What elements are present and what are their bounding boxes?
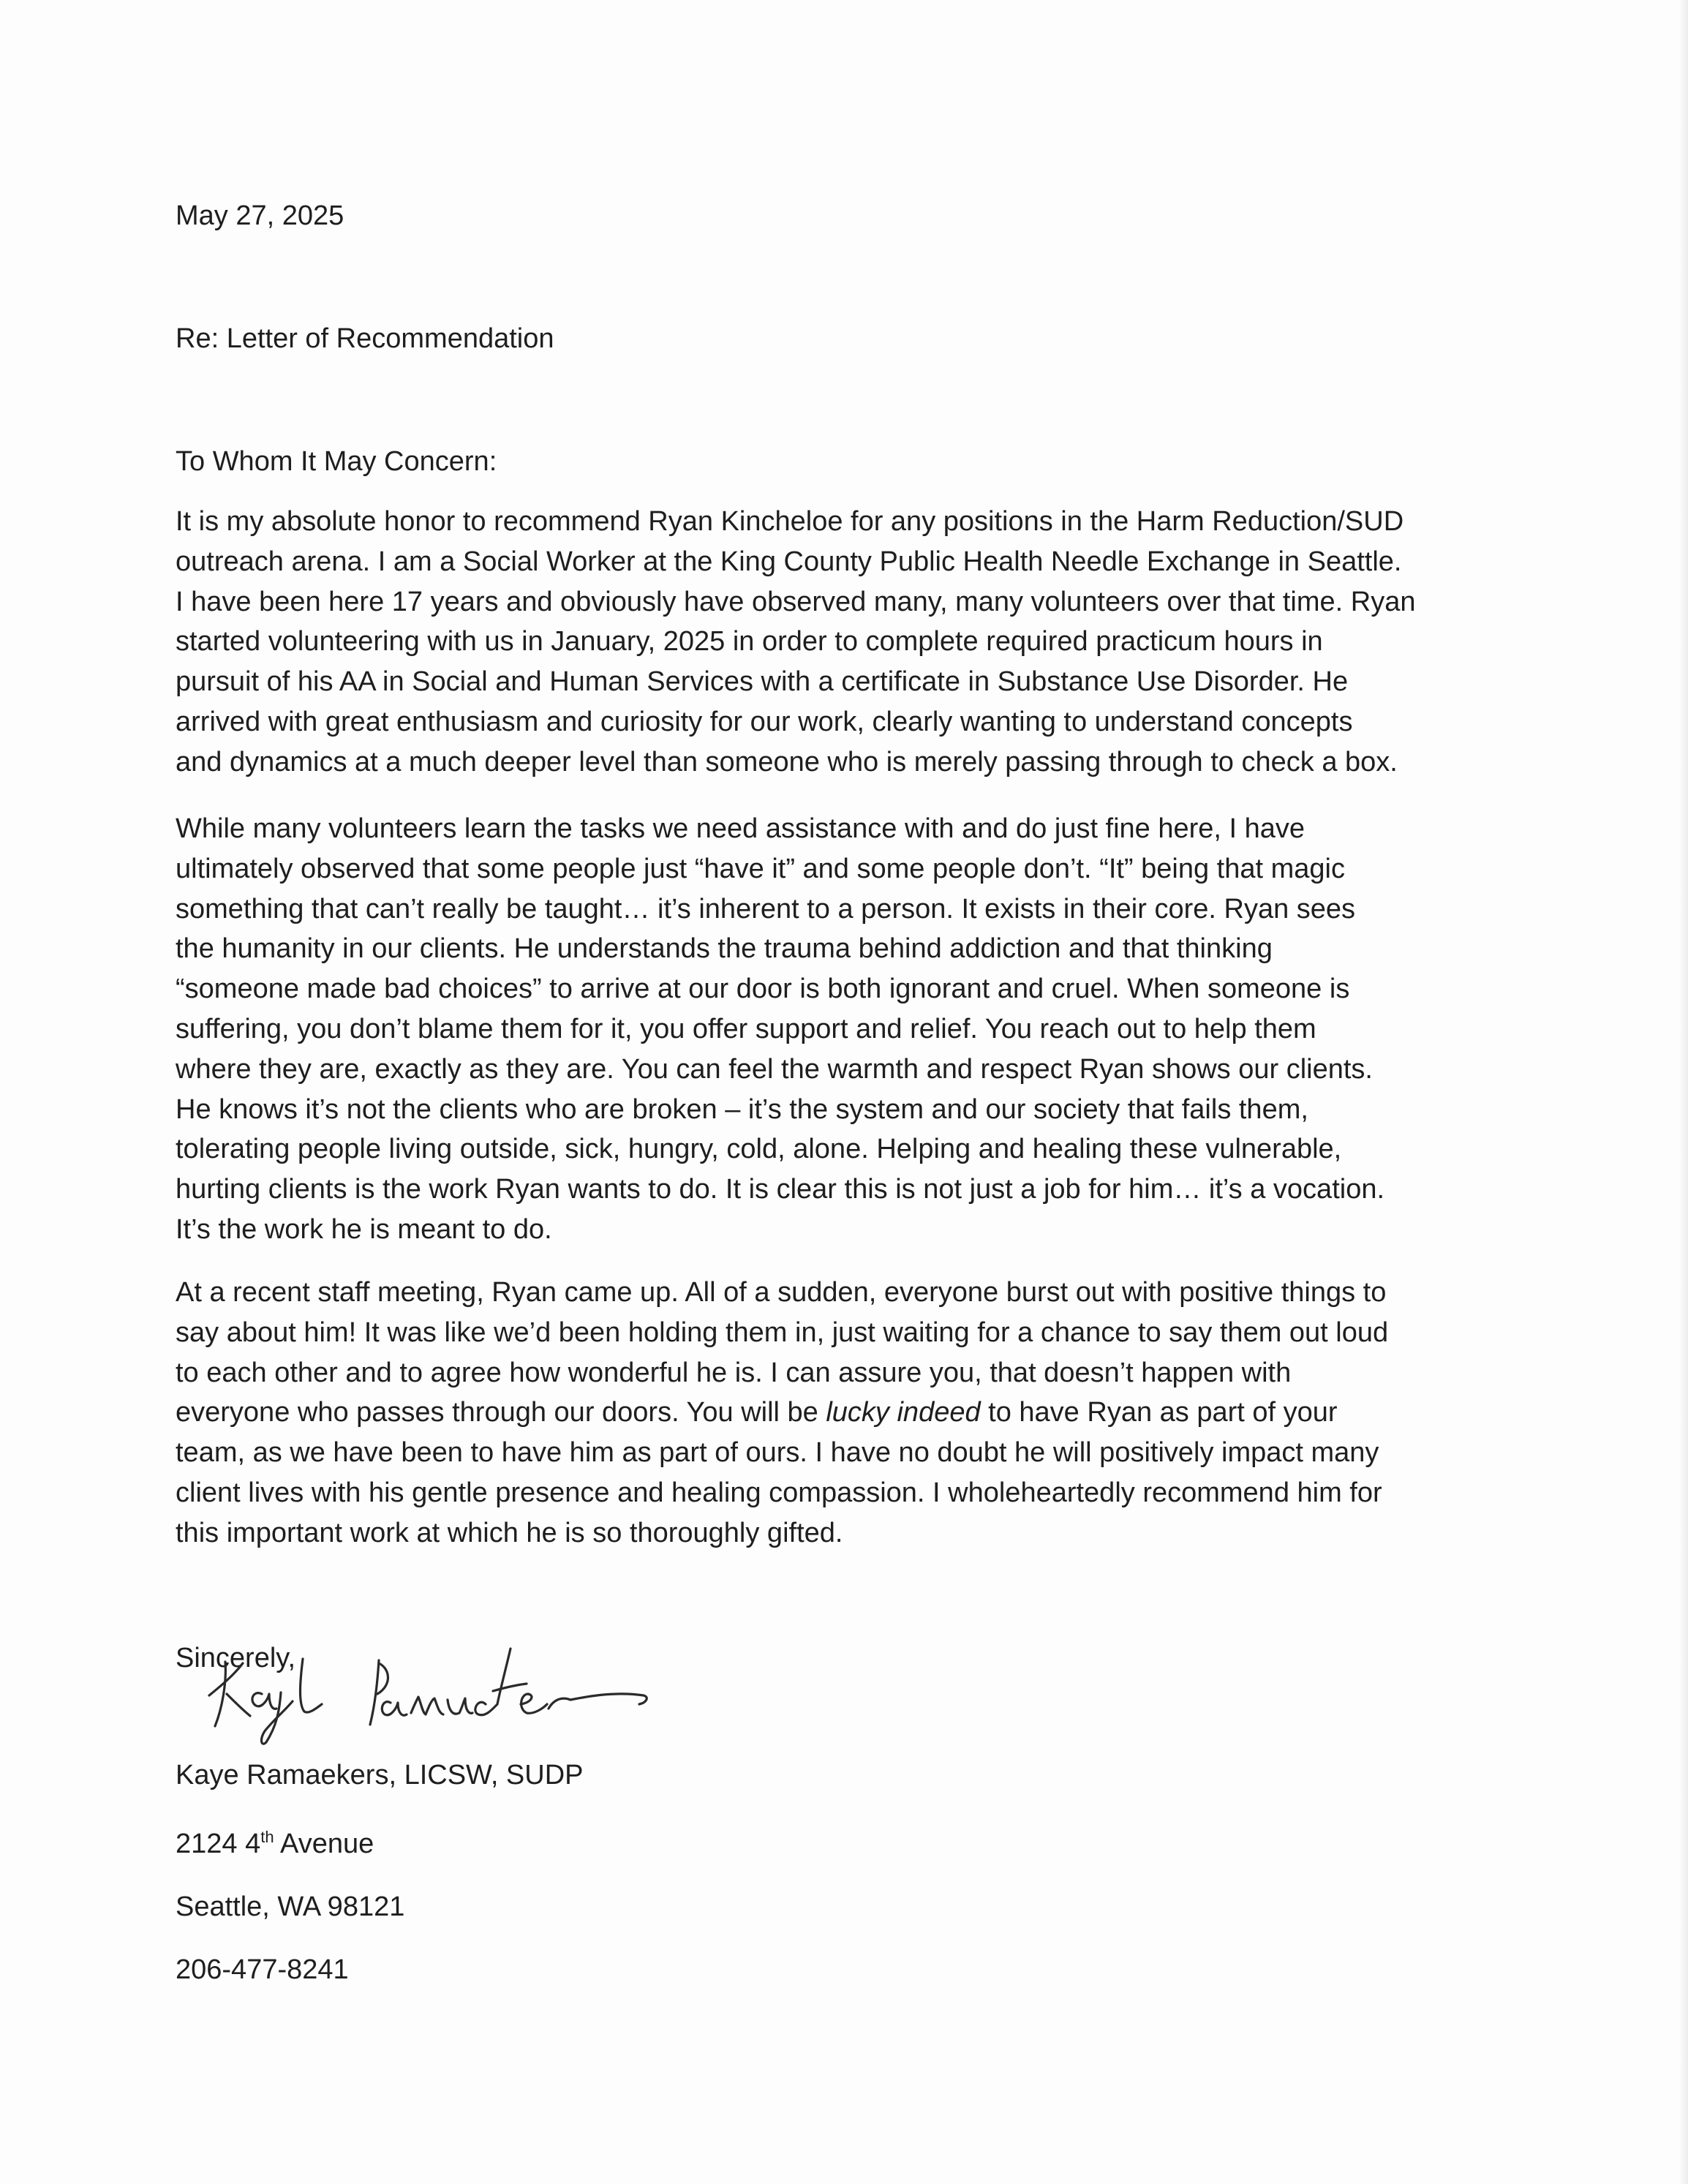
paragraph-line: the humanity in our clients. He understands the trauma behind addiction and that thinking (176, 933, 1273, 965)
paragraph-line: client lives with his gentle presence and healing compassion. I wholeheartedly recommend him for (176, 1477, 1382, 1508)
address-superscript: th (260, 1828, 274, 1846)
city-line: Seattle, WA 98121 (176, 1891, 405, 1922)
address-street: Avenue (274, 1829, 374, 1859)
paragraph-line: While many volunteers learn the tasks we need assistance with and do just fine here, I have (176, 813, 1305, 844)
scan-edge-shadow (1678, 0, 1688, 2184)
paragraph-line: It is my absolute honor to recommend Ryan Kincheloe for any positions in the Harm Reduction/SUD (176, 506, 1404, 537)
re-line: Re: Letter of Recommendation (176, 323, 554, 354)
paragraph-line: hurting clients is the work Ryan wants to do. It is clear this is not just a job for him… it’s a vocation. (176, 1174, 1385, 1205)
paragraph-line: started volunteering with us in January, 2025 in order to complete required practicum hours in (176, 626, 1323, 658)
handwritten-signature (205, 1646, 658, 1748)
salutation: To Whom It May Concern: (176, 446, 497, 477)
paragraph-line: and dynamics at a much deeper level than someone who is merely passing through to check a box. (176, 746, 1398, 777)
closing: Sincerely, (176, 1643, 296, 1673)
letter-date: May 27, 2025 (176, 200, 344, 231)
phone-number: 206-477-8241 (176, 1954, 349, 1985)
paragraph-line: where they are, exactly as they are. You can feel the warmth and respect Ryan shows our clients. (176, 1053, 1373, 1085)
paragraph-line: something that can’t really be taught… it’s inherent to a person. It exists in their core. Ryan sees (176, 893, 1356, 925)
paragraph-line: He knows it’s not the clients who are broken – it’s the system and our society that fails them, (176, 1093, 1308, 1125)
paragraph-line: to each other and to agree how wonderful he is. I can assure you, that doesn’t happen with (176, 1357, 1292, 1388)
italic-emphasis: lucky indeed (826, 1397, 981, 1428)
paragraph-line: arrived with great enthusiasm and curiosity for our work, clearly wanting to understand concepts (176, 706, 1353, 737)
paragraph-line: I have been here 17 years and obviously have observed many, many volunteers over that time. Ryan (176, 586, 1416, 617)
paragraph-3 (176, 1273, 1492, 1554)
paragraph-2 (176, 809, 1492, 1250)
paragraph-line: say about him! It was like we’d been holding them in, just waiting for a chance to say them out loud (176, 1317, 1389, 1348)
paragraph-1 (176, 502, 1492, 783)
paragraph-line: “someone made bad choices” to arrive at our door is both ignorant and cruel. When someone is (176, 974, 1350, 1005)
paragraph-line: tolerating people living outside, sick, hungry, cold, alone. Helping and healing these vulnerable, (176, 1134, 1342, 1165)
address-line (176, 1824, 374, 1864)
paragraph-line: this important work at which he is so thoroughly gifted. (176, 1517, 843, 1548)
text-after-italic: to have Ryan as part of your (980, 1397, 1338, 1428)
paragraph-line: pursuit of his AA in Social and Human Services with a certificate in Substance Use Disorder. He (176, 666, 1349, 698)
address-number: 2124 4 (176, 1829, 261, 1859)
paragraph-line: It’s the work he is meant to do. (176, 1213, 552, 1245)
paragraph-line: At a recent staff meeting, Ryan came up. All of a sudden, everyone burst out with positive things to (176, 1277, 1387, 1308)
paragraph-line (176, 1393, 1492, 1433)
signer-name: Kaye Ramaekers, LICSW, SUDP (176, 1760, 584, 1790)
paragraph-line: team, as we have been to have him as part of ours. I have no doubt he will positively impact many (176, 1437, 1379, 1469)
paragraph-line: suffering, you don’t blame them for it, you offer support and relief. You reach out to help them (176, 1013, 1316, 1044)
paragraph-line: ultimately observed that some people just “have it” and some people don’t. “It” being that magic (176, 853, 1345, 884)
text-before-italic: everyone who passes through our doors. You will be (176, 1397, 826, 1428)
paragraph-line: outreach arena. I am a Social Worker at the King County Public Health Needle Exchange in Seattle. (176, 546, 1402, 577)
